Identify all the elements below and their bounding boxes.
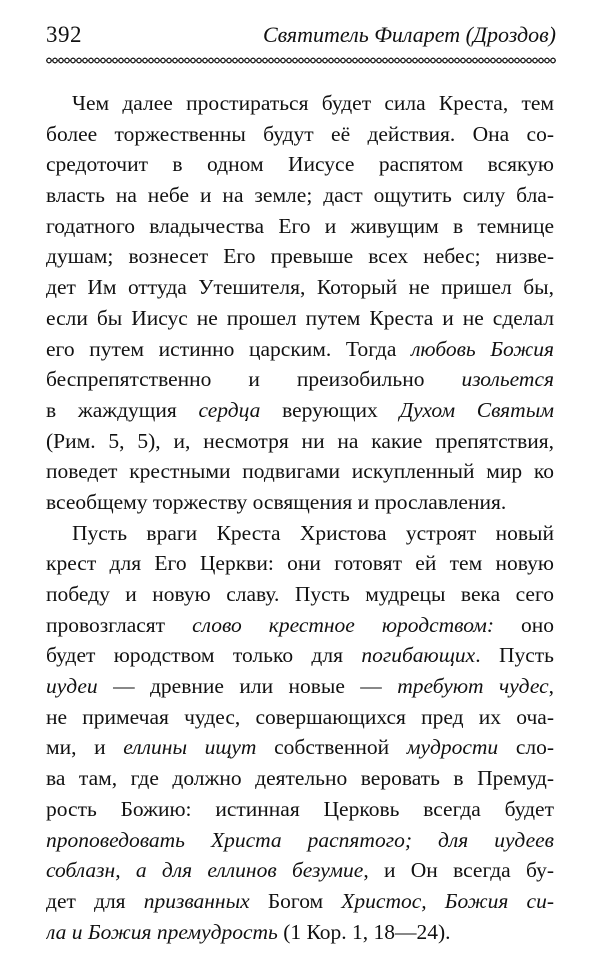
text-span: более торжественны будут её действия. Она со- [46,121,554,146]
italic-text: Духом Святым [399,397,554,422]
text-span: крест для Его Церкви: они готовят ей тем новую [46,551,554,576]
italic-text: любовь Божия [411,336,554,361]
text-span: Чем далее простираться будет сила Креста, тем [72,91,554,115]
italic-text: ла и Божия премудрость [46,919,278,944]
italic-text: изольется [461,367,554,392]
text-line [46,211,554,242]
text-span: средоточит в одном Иисусе распятом всякую [46,152,554,177]
text-span: , [548,674,554,699]
text-line [46,702,554,733]
text-span: . Пусть [475,643,554,668]
italic-text: мудрости [406,735,499,760]
text-line [46,180,554,211]
text-span: Пусть враги Креста Христова устроят новый [72,520,554,545]
text-line [46,149,554,180]
text-span: власть на небе и на земле; даст ощутить силу бла- [46,183,554,208]
text-span: его путем истинно царским. Тогда [46,336,412,361]
body-text [46,88,554,947]
text-line [46,456,554,487]
text-span: провозгласят [46,612,193,637]
text-line [46,395,554,426]
running-head: Святитель Филарет (Дроздов) [262,22,556,47]
text-line [46,88,554,119]
text-line [46,763,554,794]
text-span: собственной [256,735,407,760]
text-line [46,855,554,886]
paragraph [46,88,554,518]
text-span: если бы Иисус не прошел путем Креста и не сделал [46,305,554,330]
text-span: будет юродством только для [46,643,362,668]
text-line [46,119,554,150]
text-span: душам; вознесет Его превыше всех небес; низве- [46,244,554,269]
text-span: сло- [498,735,554,760]
italic-text: сердца [198,397,261,422]
page-header [46,18,556,52]
text-span: ми, и [46,735,124,760]
text-line [46,303,554,334]
text-span: (Рим. 5, 5), и, несмотря ни на какие препятствия, [46,428,554,453]
text-line [46,272,554,303]
text-line [46,548,554,579]
text-line [46,917,554,948]
text-span: в жаждущия [46,397,199,422]
header-rule [46,56,556,65]
text-line [46,579,554,610]
text-line [46,640,554,671]
text-span: Богом [249,888,342,913]
text-line [46,794,554,825]
text-span: дет для [46,888,144,913]
page-number: 392 [46,22,82,47]
italic-text: призванных [143,888,250,913]
text-span: рость Божию: истинная Церковь всегда будет [46,796,554,821]
italic-text: требуют чудес [397,674,549,699]
text-span: — древние или новые — [97,674,398,699]
text-span: победу и новую славу. Пусть мудрецы века сего [46,582,554,606]
italic-text: проповедовать Христа распятого; для иудеев [46,827,554,852]
text-line [46,886,554,917]
italic-text: соблазн, а для еллинов безумие [46,858,364,883]
italic-text: погибающих [361,643,476,668]
text-span: не примечая чудес, совершающихся пред их оча- [46,704,554,729]
text-line [46,334,554,365]
text-line [46,518,554,549]
text-line [46,241,554,272]
text-span: (1 Кор. 1, 18—24). [277,919,451,944]
text-span: , и Он всегда бу- [363,858,554,883]
text-span: годатного владычества Его и живущим в темнице [46,213,554,238]
text-line [46,732,554,763]
text-span: ва там, где должно деятельно веровать в Премуд- [46,766,554,791]
text-line [46,671,554,702]
text-span: беспрепятственно и преизобильно [46,367,462,392]
text-span: всеобщему торжеству освящения и прославления. [46,489,507,514]
text-span: дет Им оттуда Утешителя, Который не пришел бы, [46,275,554,300]
text-line [46,364,554,395]
italic-text: Христос, Божия си- [341,888,554,913]
text-span: верующих [260,397,400,422]
italic-text: слово крестное юродством: [192,612,495,637]
paragraph [46,518,554,948]
italic-text: еллины ищут [123,735,257,760]
italic-text: иудеи [46,674,98,699]
text-span: поведет крестными подвигами искупленный мир ко [46,459,554,484]
text-line [46,610,554,641]
text-line [46,426,554,457]
text-line [46,487,554,518]
text-line [46,825,554,856]
text-span: оно [494,612,554,637]
